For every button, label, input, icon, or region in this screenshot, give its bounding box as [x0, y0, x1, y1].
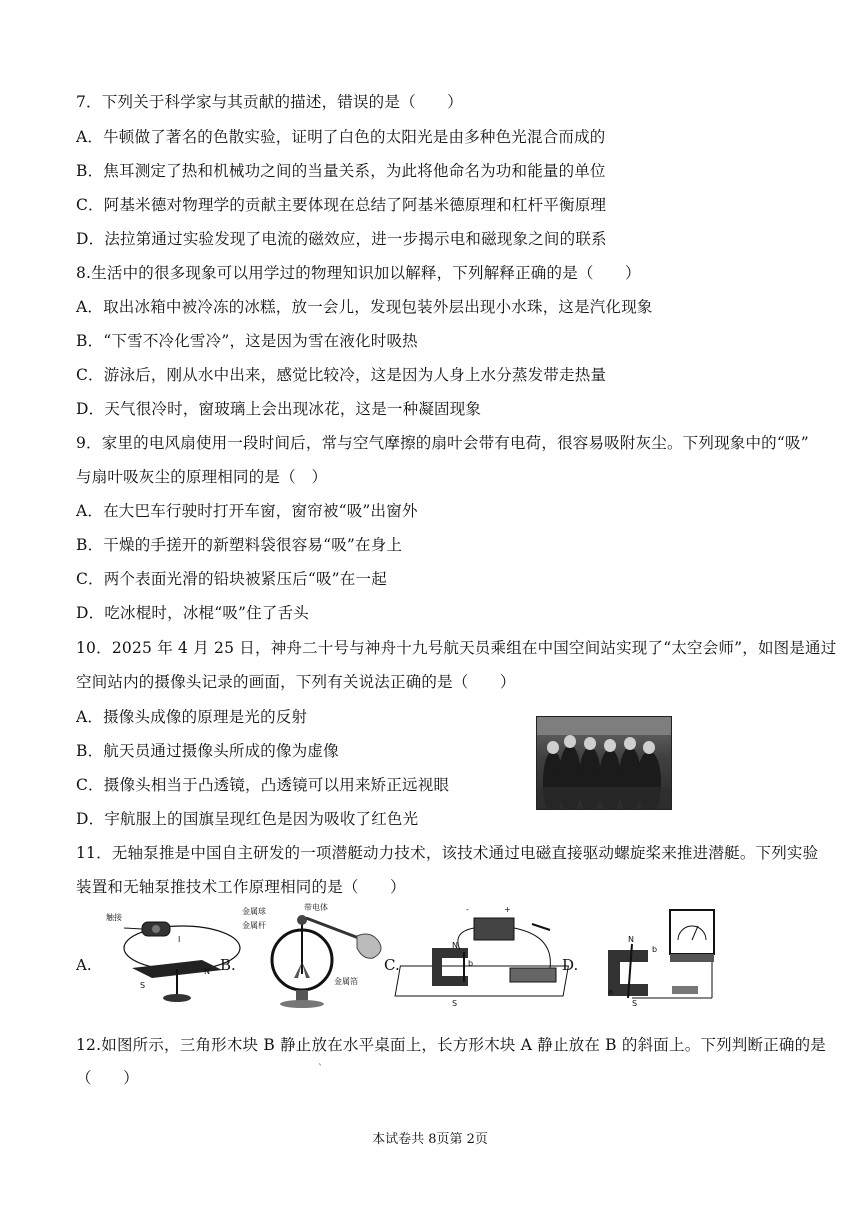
q7-stem: 7．下列关于科学家与其贡献的描述，错误的是（ ）	[76, 93, 463, 111]
q11-option-d-label: D.	[562, 956, 579, 974]
q8-option-b: B．“下雪不冷化雪冷”，这是因为雪在液化时吸热	[76, 332, 418, 350]
q10-stem-line2: 空间站内的摄像头记录的画面，下列有关说法正确的是（ ）	[76, 673, 516, 691]
q9-option-a: A．在大巴车行驶时打开车窗，窗帘被“吸”出窗外	[76, 502, 418, 520]
north-pole-label-d: N	[628, 935, 634, 944]
q7-option-a: A．牛顿做了著名的色散实验，证明了白色的太阳光是由多种色光混合而成的	[76, 128, 606, 146]
wire-b-label-d: b	[652, 945, 658, 954]
q9-option-d: D．吃冰棍时，冰棍“吸”住了舌头	[76, 604, 309, 622]
metal-rod-label: 金属杆	[242, 921, 266, 930]
q10-option-b: B．航天员通过摄像头所成的像为虚像	[76, 742, 339, 760]
plus-terminal-label: +	[504, 905, 511, 914]
stray-mark: `	[318, 1064, 323, 1075]
q7-option-d: D．法拉第通过实验发现了电流的磁效应，进一步揭示电和磁现象之间的联系	[76, 230, 607, 248]
q11-figures	[72, 900, 792, 1010]
north-pole-label-a: N	[204, 967, 210, 976]
wire-a-label: a	[608, 987, 613, 996]
south-pole-label-d: S	[632, 999, 638, 1008]
q9-option-b: B．干燥的手搓开的新塑料袋很容易“吸”在身上	[76, 536, 403, 554]
q10-option-c: C．摄像头相当于凸透镜，凸透镜可以用来矫正远视眼	[76, 776, 450, 794]
q10-stem-line1: 10．2025 年 4 月 25 日，神舟二十号与神舟十九号航天员乘组在中国空间站实现了“太空会师”，如图是通过	[76, 639, 837, 657]
q8-stem: 8.生活中的很多现象可以用学过的物理知识加以解释，下列解释正确的是（ ）	[76, 264, 641, 282]
q11-stem-line2: 装置和无轴泵推技术工作原理相同的是（ ）	[76, 878, 406, 896]
q10-option-d: D．宇航服上的国旗呈现红色是因为吸收了红色光	[76, 810, 419, 828]
q10-option-a: A．摄像头成像的原理是光的反射	[76, 708, 308, 726]
q12-stem-line1: 12.如图所示，三角形木块 B 静止放在水平桌面上，长方形木块 A 静止放在 B 的斜面上。下列判断正确的是	[76, 1036, 826, 1054]
q9-stem-line1: 9．家里的电风扇使用一段时间后，常与空气摩擦的扇叶会带有电荷，很容易吸附灰尘。下列现象中的“吸”	[76, 434, 809, 452]
astronauts-photo	[536, 716, 672, 810]
metal-foil-label: 金属箔	[334, 977, 358, 986]
q8-option-d: D．天气很冷时，窗玻璃上会出现冰花，这是一种凝固现象	[76, 400, 482, 418]
metal-ball-label: 金属球	[242, 907, 266, 916]
touch-contact-label: 触接	[106, 913, 122, 922]
charged-body-label: 带电体	[304, 903, 328, 912]
page-footer: 本试卷共 8页第 2页	[372, 1132, 488, 1147]
q12-stem-line2: （ ）	[76, 1069, 139, 1087]
q9-option-c: C．两个表面光滑的铅块被紧压后“吸”在一起	[76, 570, 387, 588]
q7-option-c: C．阿基米德对物理学的贡献主要体现在总结了阿基米德原理和杠杆平衡原理	[76, 196, 607, 214]
electroscope	[242, 902, 381, 1008]
motor-apparatus	[395, 905, 568, 1008]
current-label: I	[178, 935, 181, 944]
q11-option-c-label: C.	[384, 956, 400, 974]
q11-stem-line1: 11．无轴泵推是中国自主研发的一项潜艇动力技术，该技术通过电磁直接驱动螺旋桨来推进潜艇。下列实验	[76, 844, 819, 862]
south-pole-label-c: S	[452, 999, 458, 1008]
q11-option-a-label: A.	[76, 956, 92, 974]
q9-stem-line2: 与扇叶吸灰尘的原理相同的是（ ）	[76, 468, 328, 486]
south-pole-label-a: S	[140, 981, 146, 990]
q11-option-b-label: B.	[220, 956, 236, 974]
q8-option-c: C．游泳后，刚从水中出来，感觉比较冷，这是因为人身上水分蒸发带走热量	[76, 366, 607, 384]
q8-option-a: A．取出冰箱中被冷冻的冰糕，放一会儿，发现包装外层出现小水珠，这是汽化现象	[76, 298, 653, 316]
induction-apparatus	[608, 910, 714, 1008]
q7-option-b: B．焦耳测定了热和机械功之间的当量关系，为此将他命名为功和能量的单位	[76, 162, 606, 180]
north-pole-label-c: N	[452, 941, 458, 950]
minus-terminal-label: -	[466, 905, 469, 914]
wire-b-label-c: b	[468, 959, 474, 968]
